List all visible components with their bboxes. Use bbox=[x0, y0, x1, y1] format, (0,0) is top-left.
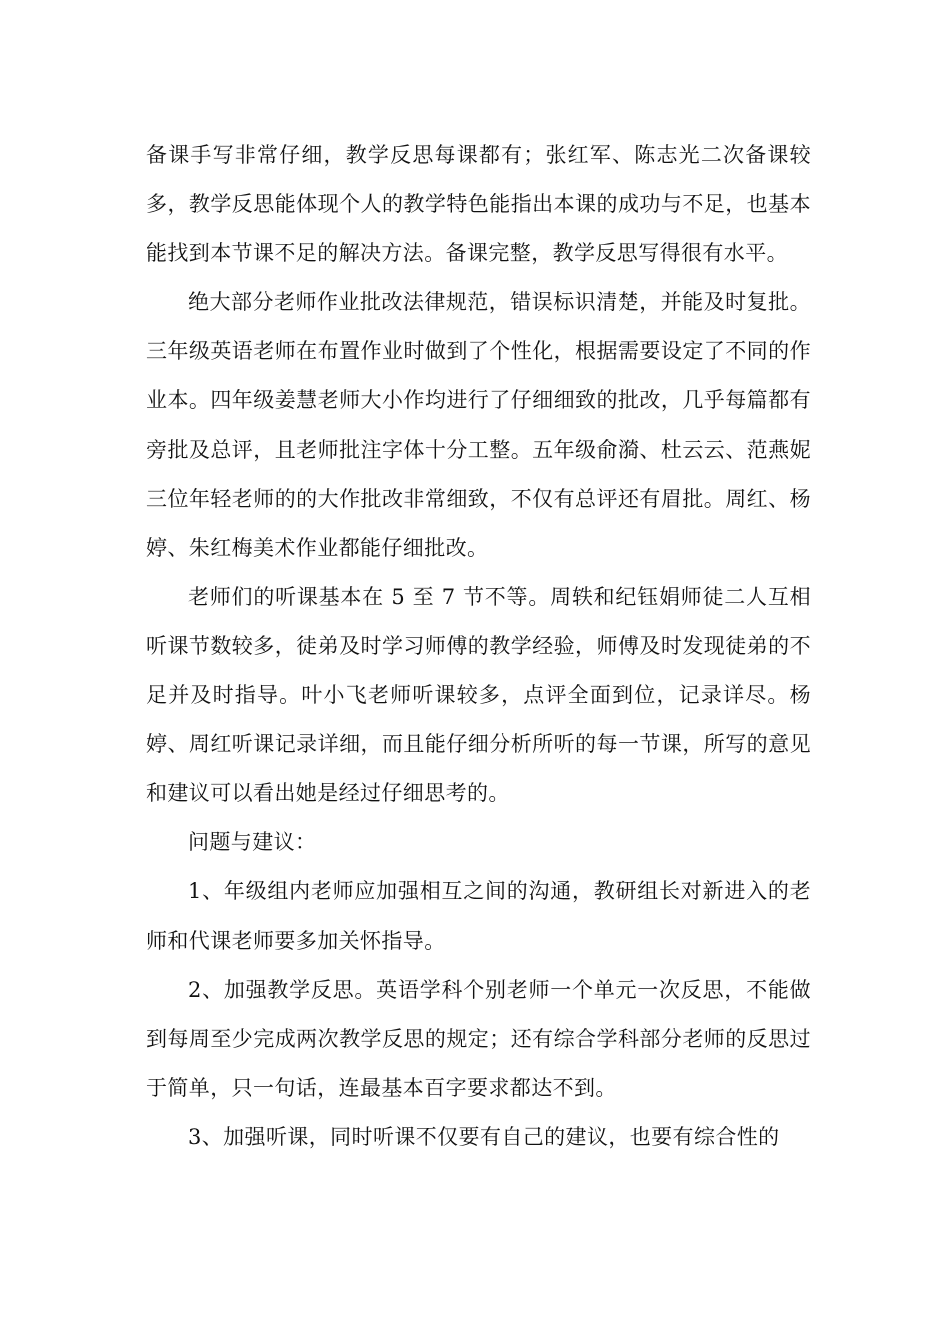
paragraph: 老师们的听课基本在 5 至 7 节不等。周轶和纪钰娟师徒二人互相听课节数较多，徒弟及时学习师傅的教学经验，师傅及时发现徒弟的不足并及时指导。叶小飞老师听课较多，点评全面到位，记录详尽。杨婷、周红听课记录详细，而且能仔细分析所听的每一节课，所写的意见和建议可以看出她是经过仔细思考的。 bbox=[146, 584, 811, 806]
paragraph: 绝大部分老师作业批改法律规范，错误标识清楚，并能及时复批。三年级英语老师在布置作业时做到了个性化，根据需要设定了不同的作业本。四年级姜慧老师大小作均进行了仔细细致的批改，几乎每篇都有旁批及总评，且老师批注字体十分工整。五年级俞漪、杜云云、范燕妮三位年轻老师的的大作批改非常细致，不仅有总评还有眉批。周红、杨婷、朱红梅美术作业都能仔细批改。 bbox=[146, 290, 811, 560]
list-item: 2、加强教学反思。英语学科个别老师一个单元一次反思，不能做到每周至少完成两次教学反思的规定；还有综合学科部分老师的反思过于简单，只一句话，连最基本百字要求都达不到。 bbox=[146, 977, 811, 1100]
document-body bbox=[146, 131, 811, 1162]
list-item: 1、年级组内老师应加强相互之间的沟通，教研组长对新进入的老师和代课老师要多加关怀指导。 bbox=[146, 879, 811, 953]
list-item: 3、加强听课，同时听课不仅要有自己的建议，也要有综合性的 bbox=[188, 1124, 780, 1149]
paragraph: 备课手写非常仔细，教学反思每课都有；张红军、陈志光二次备课较多，教学反思能体现个人的教学特色能指出本课的成功与不足，也基本能找到本节课不足的解决方法。备课完整，教学反思写得很有水平。 bbox=[146, 143, 811, 266]
section-heading: 问题与建议： bbox=[188, 830, 317, 855]
